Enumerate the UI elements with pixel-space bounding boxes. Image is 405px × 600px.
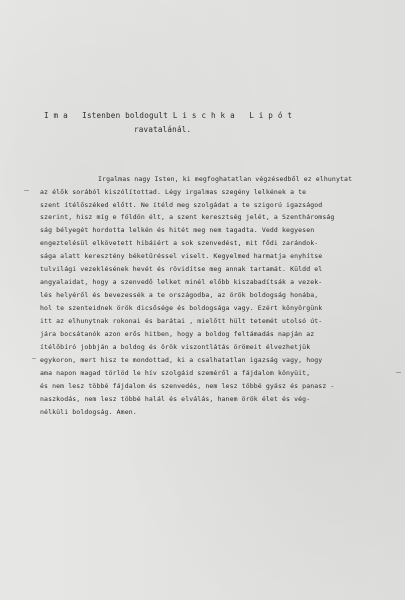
document-title: I m a Istenben boldogult L i s c h k a L i p ó t xyxy=(44,111,293,120)
body-line: tulvilági vezeklésének hevét és rövidítse meg annak tartamát. Küldd el xyxy=(40,265,323,273)
body-line: engeztelésül elkövetett hibáiért a sok szenvedést, mit fődi zarándok- xyxy=(40,239,319,247)
body-line: ság bélyegét hordotta lelkén és hitét meg nem tagadta. Vedd kegyesen xyxy=(40,226,315,234)
body-line: angyalaidat, hogy a szenvedő lelket minél előbb kiszabadítsák a vezek- xyxy=(40,278,323,286)
body-line: szerint, hisz míg e földön élt, a szent keresztség jelét, a Szentháromság xyxy=(40,213,335,221)
body-line: Irgalmas nagy Isten, ki megfoghatatlan végzésedből ez elhunytat xyxy=(98,175,353,183)
body-line: egykoron, mert hisz te mondottad, ki a csalhatatlan igazság vagy, hogy xyxy=(40,356,323,364)
body-line: sága alatt keresztény béketűréssel viselt. Kegyelmed harmatja enyhítse xyxy=(40,252,323,260)
body-line: jára bocsátanók azon erős hitben, hogy a boldog feltámadás napján az xyxy=(40,330,315,338)
document-subtitle: ravatalánál. xyxy=(134,125,192,134)
body-line: itt az elhunytnak rokonai és barátai , mielőtt hült tetemét utolsó út- xyxy=(40,317,323,325)
body-line: az élők sorából kiszólítottad. Légy irgalmas szegény lelkének a te xyxy=(40,188,307,196)
body-line: naszkodás, nem lesz többé halál és elválás, hanem örök élet és vég- xyxy=(40,395,311,403)
body-line: ama napon magad törlöd le hív szolgáid szeméről a fájdalom könyüit, xyxy=(40,369,311,377)
body-line: szent ítélőszéked előtt. Ne ítéld meg szolgádat a te szigorú igazságod xyxy=(40,201,323,209)
body-line: nélküli boldogság. Amen. xyxy=(40,408,137,416)
margin-dash-mark xyxy=(32,358,36,359)
body-line: és nem lesz többé fájdalom és szenvedés, nem lesz többé gyász és panasz - xyxy=(40,382,335,390)
margin-dash-mark xyxy=(396,372,401,373)
body-line: hol te szenteidnek örök dicsősége és boldogsága vagy. Ezért könyörgünk xyxy=(40,304,323,312)
body-line: lés helyéről és bevezessék a te országodba, az örök boldogság honába, xyxy=(40,291,319,299)
margin-dash-mark xyxy=(24,190,29,191)
body-line: ítélőbíró jobbján a boldog és örök viszontlátás örömeit élvezhetjük xyxy=(40,343,311,351)
